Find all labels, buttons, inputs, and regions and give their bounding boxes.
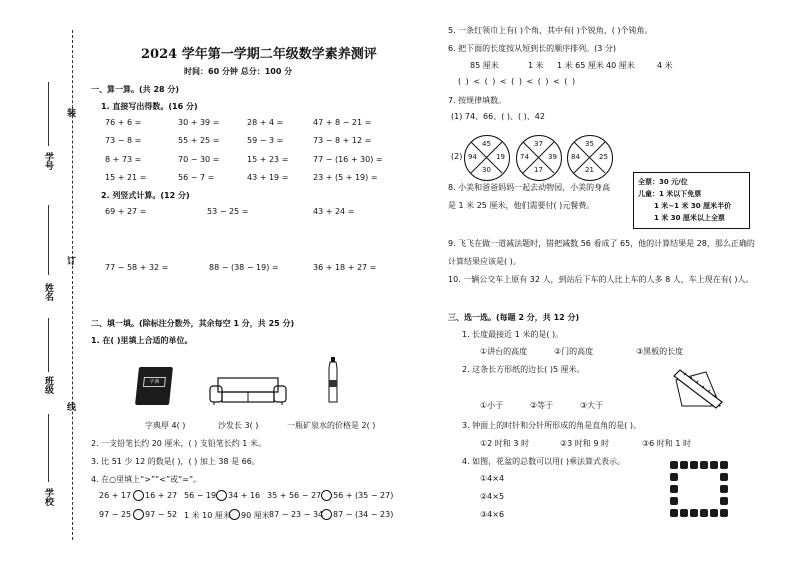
sofa-image — [208, 376, 288, 406]
dictionary-title: 字典 — [143, 377, 166, 387]
oral-item: 73 − 8 = — [105, 136, 142, 145]
r-q8-line2: 是 1 米 25 厘米，他们需要付( )元餐费。 — [448, 201, 595, 210]
compare-left: 87 − 23 − 34 — [269, 510, 324, 519]
length-item: 85 厘米 — [470, 61, 499, 70]
oral-item: 43 + 19 = — [247, 173, 289, 182]
s3-q3: 3. 钟面上的时针和分针所形成的角是直角的是( )。 — [462, 421, 641, 430]
s3-q4: 4. 如图，花盆的总数可以用( )乘法算式表示。 — [462, 457, 625, 466]
compare-right: 97 − 52 — [145, 510, 178, 519]
s1-q1: 1. 直接写出得数。(16 分) — [101, 102, 198, 111]
oral-item: 76 + 6 = — [105, 118, 142, 127]
s3-q1-option[interactable]: ③黑板的长度 — [636, 347, 684, 356]
compare-left: 97 − 25 — [99, 510, 132, 519]
vertical-calc: 69 + 27 = — [105, 207, 147, 216]
oral-item: 28 + 4 = — [247, 118, 284, 127]
field-class-line[interactable] — [48, 318, 49, 372]
compare-circle[interactable] — [133, 490, 144, 501]
binding-label-ding: 订 — [65, 256, 75, 265]
compare-left: 26 + 17 — [99, 491, 132, 500]
circle-num: 37 — [534, 140, 543, 148]
circle-num: 39 — [548, 153, 557, 161]
r-q8-line1: 8. 小美和爸爸妈妈一起去动物园，小美的身高 — [448, 183, 611, 192]
compare-left: 35 + 56 − 27 — [267, 491, 322, 500]
compare-right: 90 厘米 — [241, 511, 270, 520]
field-student-id-line[interactable] — [48, 82, 49, 146]
s2-q4: 4. 在○里填上“>”“<”或“=”。 — [91, 475, 202, 484]
oral-item: 59 − 3 = — [247, 136, 284, 145]
number-sequence: (1) 74、66、( )、( )、42 — [451, 112, 545, 121]
compare-circle[interactable] — [133, 509, 144, 520]
pattern-label: (2) — [451, 152, 463, 161]
compare-circle[interactable] — [229, 509, 240, 520]
field-school-line[interactable] — [48, 414, 49, 482]
oral-item: 23 + (5 + 19) = — [313, 173, 378, 182]
r-q5: 5. 一条红领巾上有( )个角，其中有( )个锐角，( )个钝角。 — [448, 26, 653, 35]
oral-item: 15 + 21 = — [105, 173, 147, 182]
circle-num: 25 — [599, 153, 608, 161]
length-item: 40 厘米 — [606, 61, 635, 70]
r-q6: 6. 把下面的长度按从短到长的顺序排列。(3 分) — [448, 44, 617, 53]
circle-num: 84 — [571, 153, 580, 161]
flower-pots-image — [668, 459, 730, 519]
s3-q1: 1. 长度最接近 1 米的是( )。 — [462, 330, 564, 339]
s3-q3-option[interactable]: ①2 时和 3 时 — [480, 439, 529, 448]
length-item: 1 米 — [528, 61, 544, 70]
vertical-calc: 43 + 24 = — [313, 207, 355, 216]
s3-q1-option[interactable]: ①讲台的高度 — [480, 347, 528, 356]
price-line: 1 米 30 厘米以上全票 — [654, 214, 725, 222]
binding-label-zhuang: 装 — [65, 108, 75, 117]
circle-num: 19 — [496, 153, 505, 161]
circle-num: 17 — [534, 166, 543, 174]
s3-q4-option[interactable]: ②4×5 — [480, 492, 505, 501]
field-name-line[interactable] — [48, 205, 49, 275]
s3-q2: 2. 这条长方形纸的边长( )5 厘米。 — [462, 365, 585, 374]
compare-circle[interactable] — [216, 490, 227, 501]
oral-item: 55 + 25 = — [178, 136, 220, 145]
circle-num: 21 — [585, 166, 594, 174]
field-student-id: 学号 — [43, 152, 53, 170]
price-line: 1 米~1 米 30 厘米半价 — [654, 202, 732, 210]
binding-line — [72, 30, 73, 540]
vertical-calc: 36 + 18 + 27 = — [313, 263, 377, 272]
oral-item: 30 + 39 = — [178, 118, 220, 127]
binding-label-xian: 线 — [65, 402, 75, 411]
oral-item: 70 − 30 = — [178, 155, 220, 164]
price-line: 儿童：1 米以下免票 — [638, 190, 702, 198]
circle-num: 45 — [482, 140, 491, 148]
water-bottle-image — [326, 356, 340, 404]
sofa-label: 沙发长 3( ) — [218, 421, 259, 430]
compare-right: 56 + (35 − 27) — [333, 491, 394, 500]
circle-num: 74 — [520, 153, 529, 161]
s2-q1: 1. 在( )里填上合适的单位。 — [91, 336, 193, 345]
r-q7: 7. 按规律填数。 — [448, 96, 507, 105]
oral-item: 56 − 7 = — [178, 173, 215, 182]
circle-num: 94 — [468, 153, 477, 161]
dictionary-image — [135, 367, 173, 405]
page-title: 2024 学年第一学期二年级数学素养测评 — [141, 47, 377, 62]
s2-q3: 3. 比 51 少 12 的数是( )，( ) 加上 38 是 66。 — [91, 457, 260, 466]
compare-circle[interactable] — [321, 490, 332, 501]
r-q9-line1: 9. 飞飞在做一道减法题时，错把减数 56 看成了 65，他的计算结果是 28，那么正确的 — [448, 239, 755, 248]
s3-q3-option[interactable]: ②3 时和 9 时 — [560, 439, 609, 448]
field-school: 学校 — [43, 488, 53, 506]
ruler-paper-image — [672, 366, 724, 410]
dictionary-label: 字典厚 4( ) — [145, 421, 186, 430]
r-q10: 10. 一辆公交车上原有 32 人，到站后下车的人比上车的人多 8 人，车上现在有( )人。 — [448, 275, 754, 284]
oral-item: 73 − 8 + 12 = — [313, 136, 372, 145]
section3-heading: 三、选一选。(每题 2 分，共 12 分) — [448, 313, 580, 322]
section1-heading: 一、算一算。(共 28 分) — [91, 85, 180, 94]
s3-q2-option[interactable]: ①小于 — [480, 401, 504, 410]
oral-item: 8 + 73 = — [105, 155, 142, 164]
length-item: 4 米 — [657, 61, 673, 70]
price-line: 全票：30 元/位 — [638, 178, 688, 186]
circle-num: 30 — [482, 166, 491, 174]
compare-left: 1 米 10 厘米 — [184, 511, 231, 520]
s3-q2-option[interactable]: ②等于 — [530, 401, 554, 410]
length-item: 1 米 65 厘米 — [557, 61, 604, 70]
vertical-calc: 53 − 25 = — [207, 207, 249, 216]
s3-q2-option[interactable]: ③大于 — [580, 401, 604, 410]
s3-q4-option[interactable]: ①4×4 — [480, 474, 505, 483]
s3-q1-option[interactable]: ②门的高度 — [554, 347, 594, 356]
length-order-row[interactable]: ( ) < ( ) < ( ) < ( ) < ( ) — [458, 77, 576, 86]
s2-q2: 2. 一支铅笔长约 20 厘米，( ) 支铅笔长约 1 米。 — [91, 439, 266, 448]
field-class: 班级 — [43, 376, 53, 394]
price-sign — [633, 172, 750, 229]
oral-item: 15 + 23 = — [247, 155, 289, 164]
vertical-calc: 88 − (38 − 19) = — [209, 263, 279, 272]
s3-q3-option[interactable]: ③6 时和 1 时 — [642, 439, 691, 448]
circle-num: 35 — [585, 140, 594, 148]
compare-right: 34 + 16 — [228, 491, 261, 500]
s3-q4-option[interactable]: ③4×6 — [480, 510, 505, 519]
compare-right: 87 − (34 − 23) — [333, 510, 394, 519]
time-score-info: 时间：60 分钟 总分：100 分 — [184, 67, 293, 76]
field-name: 姓名 — [43, 283, 53, 301]
section2-heading: 二、填一填。(除标注分数外，其余每空 1 分，共 25 分) — [91, 319, 295, 328]
oral-item: 77 − (16 + 30) = — [313, 155, 383, 164]
r-q9-line2: 计算结果应该是( )。 — [448, 257, 521, 266]
s1-q2: 2. 列竖式计算。(12 分) — [101, 191, 190, 200]
oral-item: 47 + 8 − 21 = — [313, 118, 372, 127]
compare-right: 16 + 27 — [145, 491, 178, 500]
compare-circle[interactable] — [321, 509, 332, 520]
compare-left: 56 − 19 — [184, 491, 217, 500]
vertical-calc: 77 − 58 + 32 = — [105, 263, 169, 272]
water-bottle-label: 一瓶矿泉水的价格是 2( ) — [287, 421, 376, 430]
